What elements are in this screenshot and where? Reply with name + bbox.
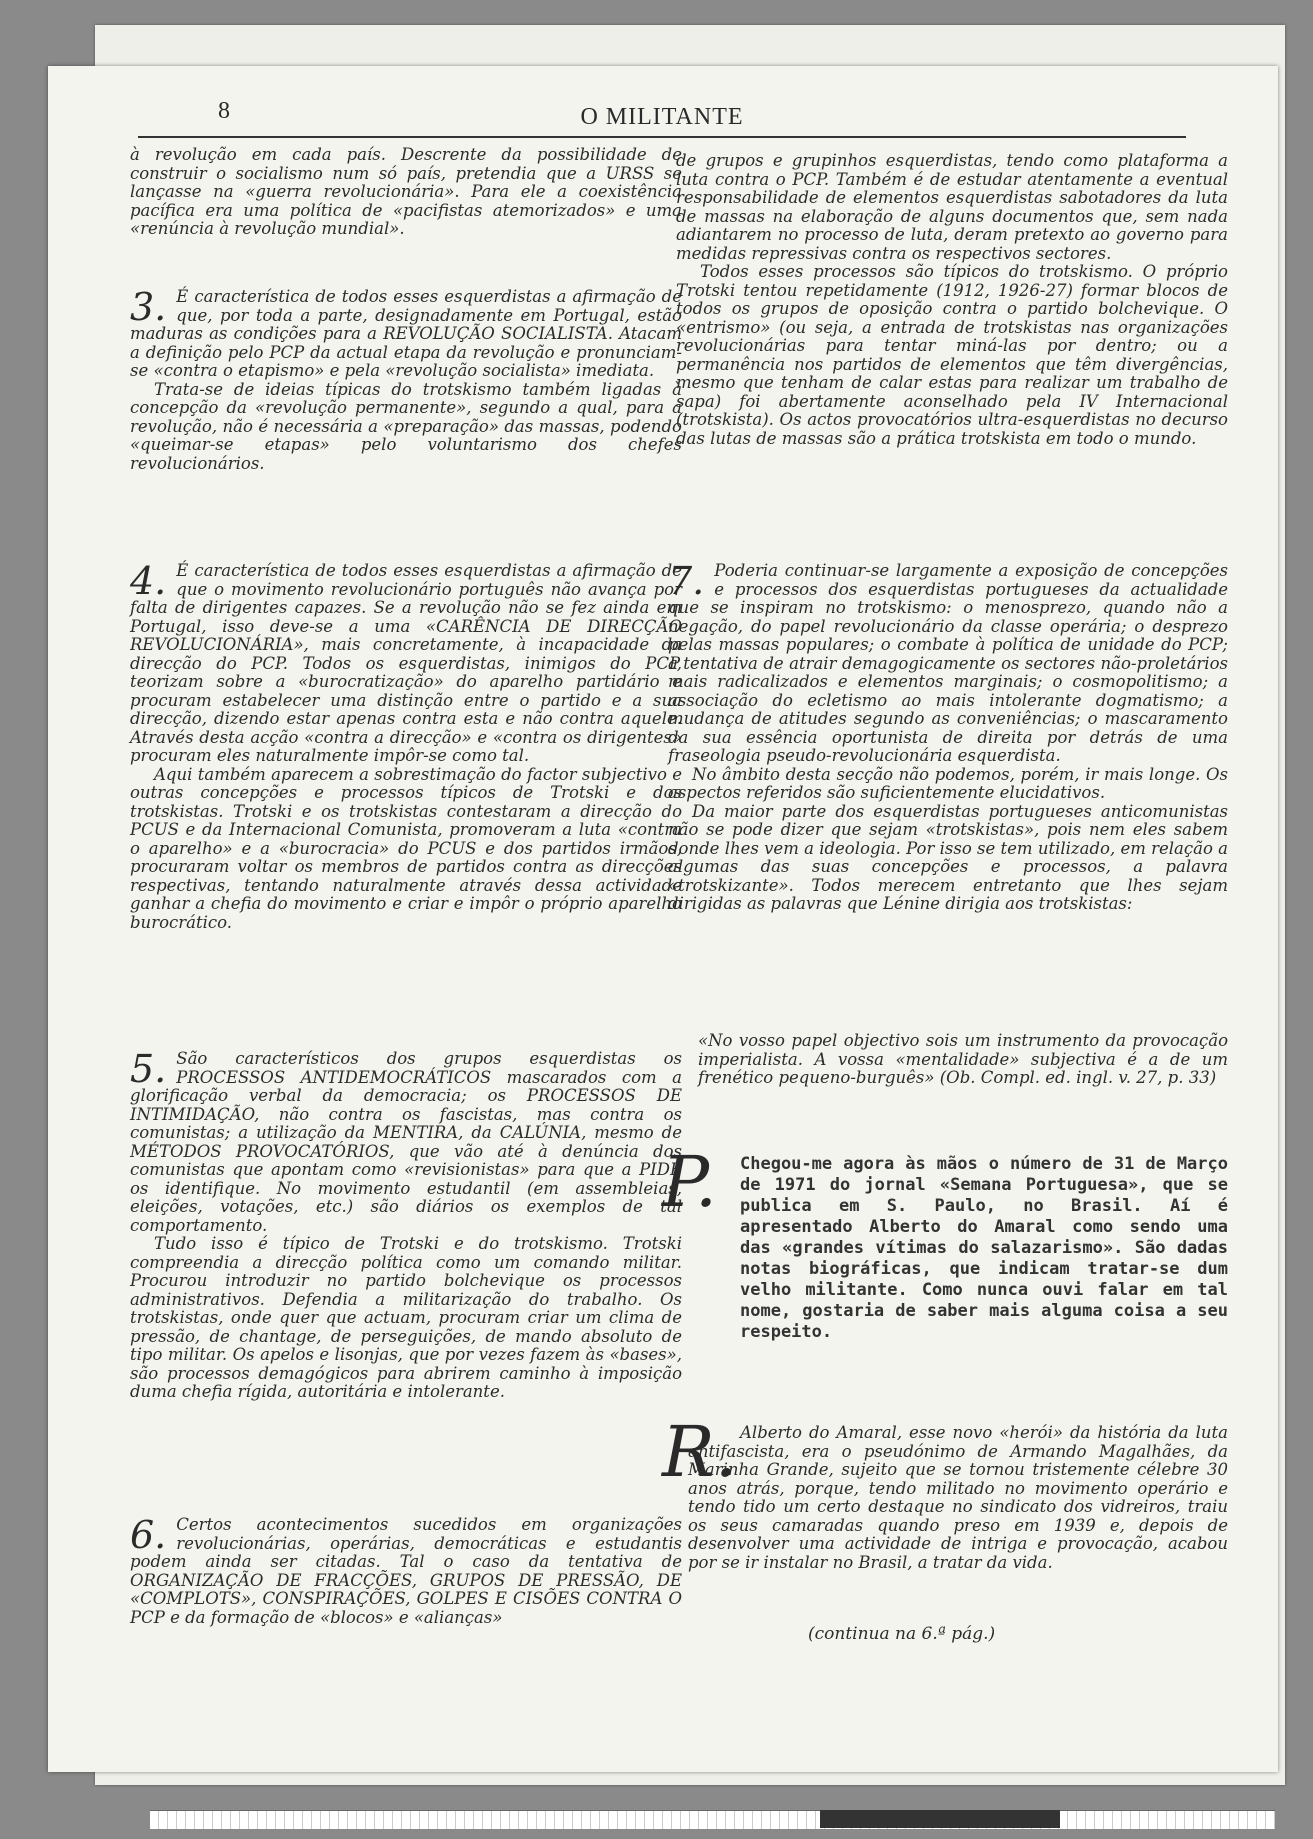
section-number: 5. [130,1047,167,1091]
paragraph: à revolução em cada país. Descrente da possibilidade de construir o socialismo num só país, pretendia que a URSS se lançasse na «guerra revolucionária». Para ele a coexistência pacífica era uma política de «pacifistas atemorizados» e uma «renúncia à revolução mundial». [130,145,682,238]
paragraph: São característicos dos grupos esquerdistas os PROCESSOS ANTIDEMOCRÁTICOS mascarados com a glorificação verbal da democracia; os PROCESSOS DE INTIMIDAÇÃO, não contra os fascistas, mas contra os comunistas; a utilização da MENTIRA, da CALÚNIA, mesmo de MÉTODOS PROVOCATÓRIOS, que vão até à denúncia dos comunistas que apontam como «revisionistas» para que a PIDE os identifique. No movimento estudantil (em assembleias, eleições, votações, etc.) são diários os exemplos de tal comportamento. [130,1049,682,1235]
scan-ruler [150,1810,1275,1829]
answer-dropcap: R. [662,1411,737,1493]
section-3 [130,285,682,473]
paragraph: Todos esses processos são típicos do trotskismo. O próprio Trotski tentou repetidamente (1912, 1926-27) formar blocos de todos os grupos de oposição contra o partido bolchevique. O «entrismo» (ou seja, a entrada de trotskistas nas organizações revolucionárias para tentar miná-las por dentro; ou a permanência nos partidos de elementos que têm divergências, mesmo que tenham de calar estas para realizar um trabalho de sapa) foi abertamente aconselhado pela IV Internacional (trotskista). Os actos provocatórios ultra-esquerdistas no decurso das lutas de massas são a prática trotskista em todo o mundo. [676,262,1228,448]
right-continuation [676,152,1228,448]
paragraph: Certos acontecimentos sucedidos em organizações revolucionárias, operárias, democráticas e estudantis podem ainda ser citadas. Tal o caso da tentativa de ORGANIZAÇÃO DE FRACÇÕES, GRUPOS DE PRESSÃO, DE «COMPLOTS», CONSPIRAÇÕES, GOLPES E CISÕES CONTRA O PCP e da formação de «blocos» e «alianças» [130,1515,682,1627]
section-number: 3. [130,285,167,329]
document-page [48,66,1278,1772]
paragraph: Aqui também aparecem a sobrestimação do factor subjectivo e outras concepções e processos típicos de Trotski e dos trotskistas. Trotski e os trotskistas contestaram a direcção do PCUS e da Internacional Comunista, promoveram a luta «contra o aparelho» e a «burocracia» do PCUS e dos partidos irmãos, procuraram voltar os membros de partidos contra as direcções respectivas, tentando naturalmente através dessa actividade ganhar a chefia do movimento e criar e impôr o próprio aparelho burocrático. [130,764,682,932]
page-header [138,98,1186,138]
question-dropcap: P. [662,1141,718,1223]
lenin-quote: «No vosso papel objectivo sois um instrumento da provocação imperialista. A vossa «mentalidade» subjectiva é a de um frenético pequeno-burguês» (Ob. Compl. ed. ingl. v. 27, p. 33) [698,1031,1228,1087]
paragraph: É característica de todos esses esquerdistas a afirmação de que, por toda a parte, designadamente em Portugal, estão maduras as condições para a REVOLUÇÃO SOCIALISTA. Atacam a definição pelo PCP da actual etapa da revolução e pronunciam-se «contra o etapismo» e pela «revolução socialista» imediata. [130,287,682,380]
page-number: 8 [218,98,230,124]
section-5 [130,1047,682,1402]
scan-ruler-dark-segment [820,1810,1060,1828]
section-6 [130,1513,682,1627]
paragraph: Poderia continuar-se largamente a exposição de concepções e processos dos esquerdistas portugueses da actualidade que se inspiram no trotskismo: o menosprezo, quando não a negação, do papel revolucionário da classe operária; o desprezo pelas massas populares; o combate à política de unidade do PCP; a tentativa de atrair demagogicamente os sectores não-proletários mais radicalizados e elementos marginais; o cosmopolitismo; a associação do ecletismo ao mais intolerante dogmatismo; a mudança de atitudes segundo as conveniências; o mascaramento da sua essência oportunista de direita por detrás de uma fraseologia pseudo-revolucionária esquerdista. [668,561,1228,765]
answer-text: Alberto do Amaral, esse novo «herói» da história da luta antifascista, era o pseudónimo de Armando Magalhães, da Marinha Grande, sujeito que se tornou tristemente célebre 30 anos atrás, porque, tendo militado no movimento operário e tendo tido um certo destaque no sindicato dos vidreiros, traiu os seus camaradas quando preso em 1939 e, depois de desenvolver uma actividade de intriga e provocação, acabou por se ir instalar no Brasil, a tratar da vida. [688,1423,1228,1572]
paragraph: No âmbito desta secção não podemos, porém, ir mais longe. Os aspectos referidos são suficientemente elucidativos. [668,764,1228,802]
left-intro [130,146,682,239]
paragraph: Tudo isso é típico de Trotski e do trotskismo. Trotski compreendia a direcção política como um comando militar. Procurou introduzir no partido bolchevique os processos administrativos. Defendia a militarização do trabalho. Os trotskistas, onde quer que actuam, procuram criar um clima de pressão, de chantage, de perseguições, de mando absoluto de tipo militar. Os apelos e lisonjas, que por vezes fazem às «bases», são processos demagógicos para abrirem caminho à imposição duma chefia rígida, autoritária e intolerante. [130,1234,682,1401]
paragraph: Da maior parte dos esquerdistas portugueses anticomunistas não se pode dizer que sejam «trotskistas», pois nem eles sabem donde lhes vem a ideologia. Por isso se tem utilizado, em relação a algumas das suas concepções e processos, a palavra «trotskizante». Todos merecem entretanto que lhes sejam dirigidas as palavras que Lénine dirigia aos trotskistas: [668,801,1228,913]
paragraph: Trata-se de ideias típicas do trotskismo também ligadas à concepção da «revolução permanente», segundo a qual, para a revolução, não é necessária a «preparação» das massas, podendo «queimar-se etapas» pelo voluntarismo dos chefes revolucionários. [130,379,682,473]
masthead-title: O MILITANTE [580,104,744,130]
continuation-note: (continua na 6.ª pág.) [808,1624,996,1644]
paragraph: de grupos e grupinhos esquerdistas, tendo como plataforma a luta contra o PCP. Também é de estudar atentamente a eventual responsabilidade de elementos esquerdistas sabotadores da luta de massas na elaboração de alguns documentos que, sem nada adiantarem no processo de luta, deram pretexto ao governo para medidas repressivas contra os respectivos sectores. [676,151,1228,263]
reader-question: Chegou-me agora às mãos o número de 31 de Março de 1971 do jornal «Semana Portuguesa», que se publica em S. Paulo, no Brasil. Aí é apresentado Alberto do Amaral como sendo uma das «grandes vítimas do salazarismo». São dadas notas biográficas, que indicam tratar-se dum velho militante. Como nunca ouvi falar em tal nome, gostaria de saber mais alguma coisa a seu respeito. [740,1154,1228,1342]
section-number: 7. [668,559,705,603]
section-4 [130,559,682,932]
section-7 [668,559,1228,914]
section-number: 6. [130,1513,167,1557]
paragraph: É característica de todos esses esquerdistas a afirmação de que o movimento revolucionário português não avança por falta de dirigentes capazes. Se a revolução não se fez ainda em Portugal, isso deve-se a uma «CARÊNCIA DE DIRECÇÃO REVOLUCIONÁRIA», mais concretamente, à incapacidade da direcção do PCP. Todos os esquerdistas, inimigos do PCP, teorizam sobre a «burocratização» do aparelho partidário e procuram estabelecer uma distinção entre o partido e a sua direcção, dizendo estar apenas contra esta e não contra aquele. Através desta acção «contra a direcção» e «contra os dirigentes» procuram eles naturalmente impôr-se como tal. [130,561,682,765]
section-number: 4. [130,559,167,603]
